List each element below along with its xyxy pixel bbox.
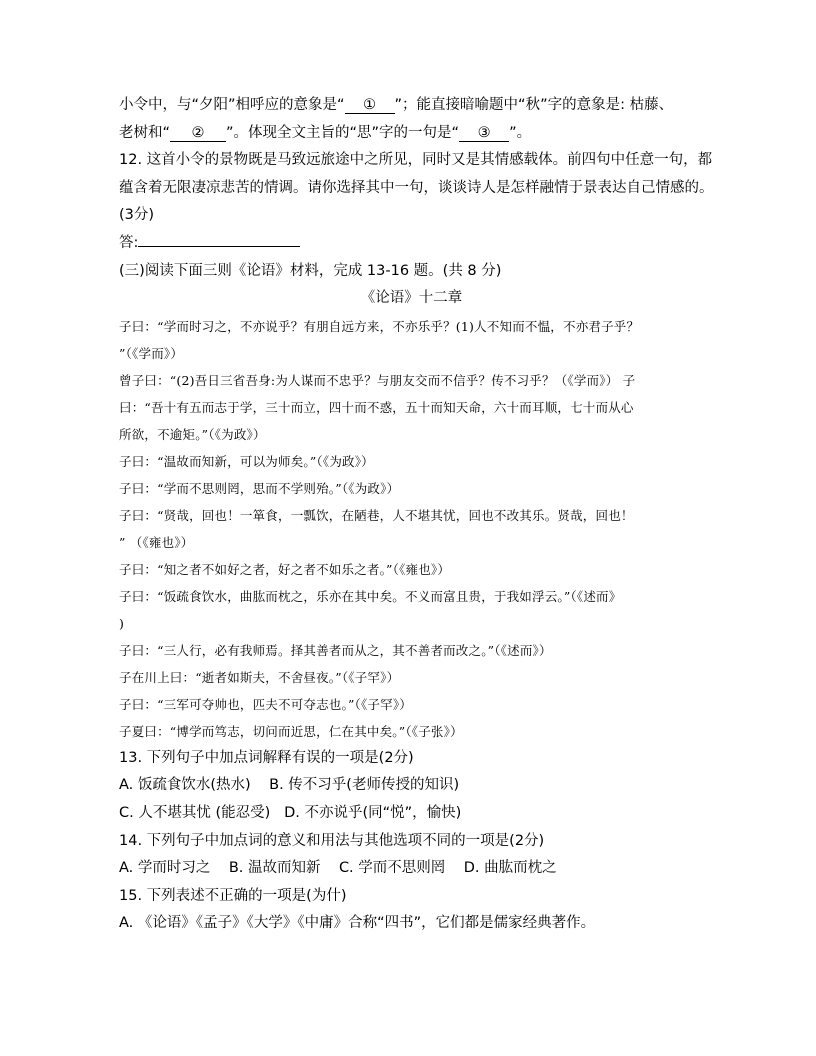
analects-line: 子曰：“学而不思则罔，思而不学则殆。”（《为政》）: [119, 480, 400, 496]
analects-line: 子在川上曰：“逝者如斯夫，不舍昼夜。”（《子罕》）: [119, 669, 400, 685]
analects-line: 子曰：“温故而知新，可以为师矣。”（《为政》）: [119, 453, 374, 469]
q13-options-row-1: [119, 772, 704, 800]
q12-line-2: 蕴含着无限凄凉悲苦的情调。请你选择其中一句，谈谈诗人是怎样融情于景表达自己情感的。: [119, 179, 714, 196]
q15-option-a[interactable]: A. 《论语》《孟子》《大学》《中庸》合称“四书”，它们都是儒家经典著作。: [119, 915, 596, 932]
analects-line: ): [119, 615, 125, 631]
fill-blank-1[interactable]: ①: [345, 97, 395, 114]
poem-text: ”。: [509, 124, 532, 141]
document-page: [119, 92, 714, 938]
q13-options-row-2: [119, 800, 704, 828]
q13-option-a[interactable]: A. 饭疏食饮水(热水): [119, 777, 251, 794]
poem-question-line-1: [119, 92, 704, 120]
answer-line[interactable]: [138, 232, 300, 247]
q12-answer: [119, 230, 704, 258]
analects-line: ” （《雍也》）: [119, 534, 194, 550]
q12-line-1: 12. 这首小令的景物既是马致远旅途中之所见，同时又是其情感载体。前四句中任意一句，都: [119, 152, 713, 169]
analects-line: 子夏曰：“博学而笃志，切问而近思，仁在其中矣。”（《子张》）: [119, 723, 463, 739]
poem-text: ”。体现全文主旨的“思”字的一句是“: [226, 124, 460, 141]
q13-stem: 13. 下列句子中加点词解释有误的一项是(2分): [119, 749, 414, 766]
section-title: 《论语》十二章: [360, 290, 463, 307]
analects-line: 子曰：“贤哉，回也！一箪食，一瓢饮，在陋巷，人不堪其忧，回也不改其乐。贤哉，回也！: [119, 507, 634, 523]
q12-line-3: (3分): [119, 207, 155, 224]
analects-text: [119, 313, 704, 745]
analects-line: 曾子曰：“(2)吾日三省吾身:为人谋而不忠乎？与朋友交而不信乎？传不习乎？（《学而》） 子: [119, 372, 636, 388]
analects-line: 子曰：“三军可夺帅也，匹夫不可夺志也。”（《子罕》）: [119, 696, 412, 712]
fill-blank-3[interactable]: ③: [459, 125, 509, 142]
section-heading: (三)阅读下面三则《论语》材料，完成 13-16 题。(共 8 分): [119, 262, 502, 279]
analects-line: 子曰：“学而时习之，不亦说乎？有朋自远方来，不亦乐乎？(1)人不知而不愠，不亦君子乎？: [119, 318, 640, 334]
poem-text: ”；能直接暗喻题中“秋”字的意象是: 枯藤、: [394, 97, 674, 113]
q14-option-d[interactable]: D. 曲肱而枕之: [463, 860, 557, 877]
analects-line: 子曰：“饭疏食饮水，曲肱而枕之，乐亦在其中矣。不义而富且贵，于我如浮云。”（《述而》: [119, 588, 622, 604]
analects-line: 子曰：“三人行，必有我师焉。择其善者而从之，其不善者而改之。”（《述而》）: [119, 642, 552, 658]
q14-options-row: [119, 855, 704, 883]
q14-option-c[interactable]: C. 学而不思则罔: [338, 860, 446, 877]
analects-line: ”（《学而》）: [119, 345, 184, 361]
q14-option-a[interactable]: A. 学而时习之: [119, 860, 211, 877]
analects-line: 子曰：“知之者不如好之者，好之者不如乐之者。”（《雍也》）: [119, 561, 451, 577]
analects-line: 所欲，不逾矩。”（《为政》）: [119, 426, 266, 442]
q13-option-b[interactable]: B. 传不习乎(老师传授的知识): [269, 777, 460, 794]
q14-option-b[interactable]: B. 温故而知新: [228, 860, 321, 877]
answer-label: 答:: [119, 234, 139, 251]
q13-option-d[interactable]: D. 不亦说乎(同“悦”，愉快): [284, 804, 462, 821]
poem-text: 老树和“: [119, 124, 171, 141]
q13-option-c[interactable]: C. 人不堪其忧 (能忍受): [119, 804, 271, 821]
fill-blank-2[interactable]: ②: [170, 125, 226, 142]
poem-question-line-2: [119, 120, 704, 148]
analects-line: 曰：“吾十有五而志于学，三十而立，四十而不惑，五十而知天命，六十而耳顺，七十而从心: [119, 399, 634, 415]
q14-stem: 14. 下列句子中加点词的意义和用法与其他选项不同的一项是(2分): [119, 832, 545, 849]
q15-stem: 15. 下列表述不正确的一项是(为什): [119, 887, 347, 904]
poem-text: 小令中，与“夕阳”相呼应的意象是“: [119, 97, 345, 113]
